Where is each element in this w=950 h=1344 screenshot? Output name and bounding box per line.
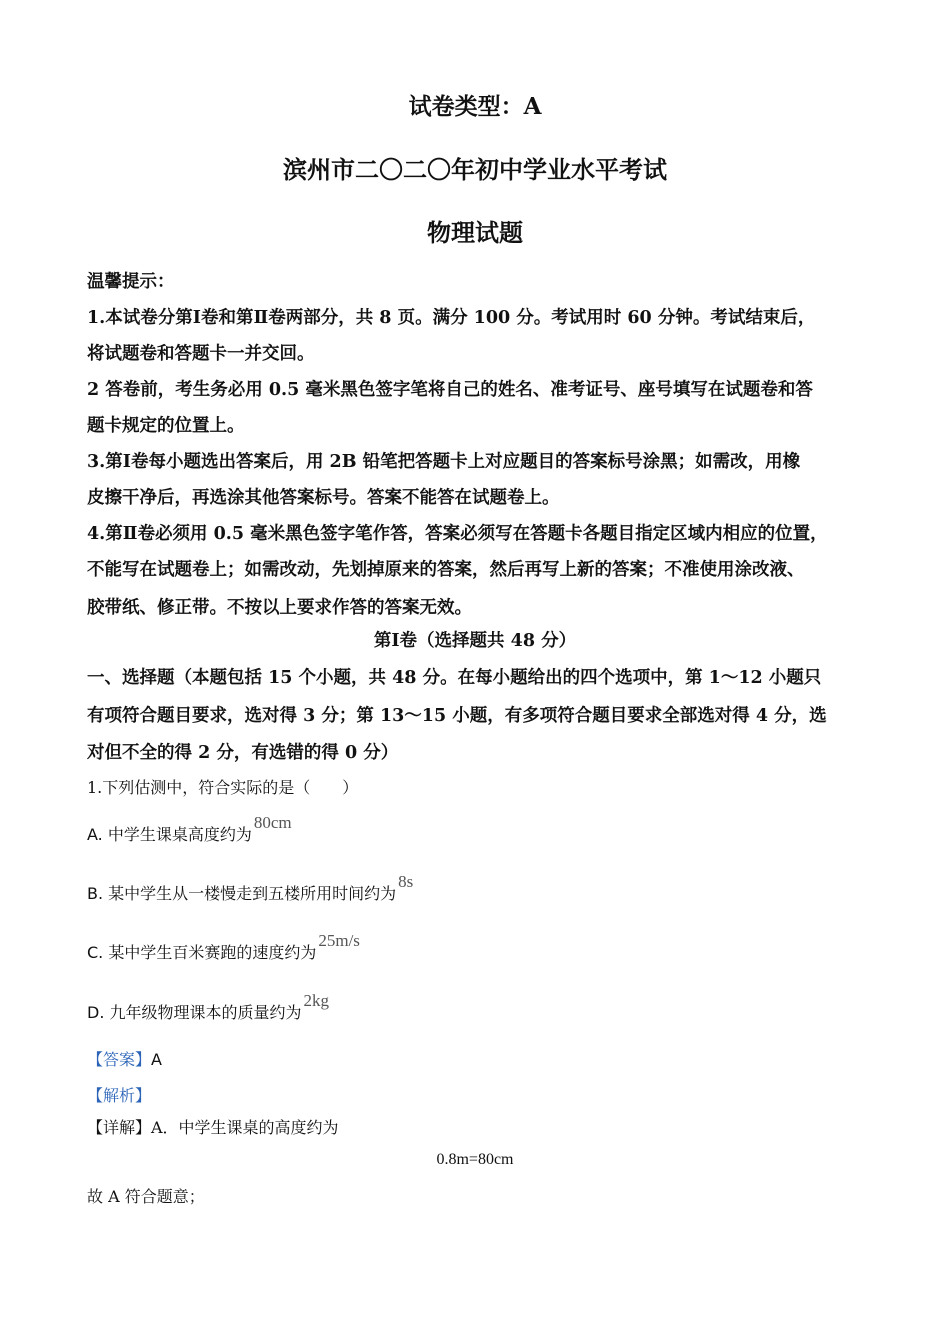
question-stem: 1.下列估测中，符合实际的是（ ） [87,778,359,797]
option-c [87,931,887,963]
tips-line: 胶带纸、修正带。不按以上要求作答的答案无效。 [87,598,472,618]
tips-line: 皮擦干净后，再选涂其他答案标号。答案不能答在试题卷上。 [87,488,560,508]
answer-label: 【答案】 [87,1050,152,1069]
option-unit: 80cm [253,813,292,832]
tips-line: 2 答卷前，考生务必用 0.5 毫米黑色签字笔将自己的姓名、准考证号、座号填写在试题卷和答 [87,380,813,400]
tips-line: 不能写在试题卷上；如需改动，先划掉原来的答案，然后再写上新的答案；不准使用涂改液、 [87,560,805,580]
exam-title: 滨州市二〇二〇年初中学业水平考试 [283,155,667,184]
option-text: B. 某中学生从一楼慢走到五楼所用时间约为 [87,884,397,903]
tips-heading: 温馨提示： [87,272,175,292]
option-text: A. 中学生课桌高度约为 [87,825,252,844]
tips-line: 4.第Ⅱ卷必须用 0.5 毫米黑色签字笔作答，答案必须写在答题卡各题目指定区域内相应的位置， [87,524,828,544]
option-unit: 25m/s [318,931,360,950]
tips-line: 1.本试卷分第Ⅰ卷和第Ⅱ卷两部分，共 8 页。满分 100 分。考试用时 60 分钟。考试结束后， [87,308,816,328]
analysis-label: 【解析】 [87,1086,152,1105]
section-instructions: 对但不全的得 2 分，有选错的得 0 分） [87,743,399,763]
option-a [87,813,887,845]
section-instructions: 一、选择题（本题包括 15 个小题，共 48 分。在每小题给出的四个选项中，第 1～12 小题只 [87,668,822,688]
option-text: C. 某中学生百米赛跑的速度约为 [87,943,317,962]
paper-type: 试卷类型：A [408,93,542,120]
answer-value: A [151,1050,162,1069]
section-instructions: 有项符合题目要求，选对得 3 分；第 13～15 小题，有多项符合题目要求全部选对得 4 分，选 [87,706,827,726]
tips-line: 将试题卷和答题卡一并交回。 [87,344,315,364]
tips-line: 3.第Ⅰ卷每小题选出答案后，用 2B 铅笔把答题卡上对应题目的答案标号涂黑；如需改，用橡 [87,452,801,472]
answer-line [87,1047,887,1070]
option-unit: 8s [398,872,414,891]
option-unit: 2kg [303,991,329,1010]
formula: 0.8m=80cm [436,1151,514,1168]
conclusion-text: 故 A 符合题意； [87,1187,205,1206]
option-d [87,991,887,1023]
detail-text: 【详解】A．中学生课桌的高度约为 [87,1118,339,1137]
tips-line: 题卡规定的位置上。 [87,416,245,436]
subject-title: 物理试题 [427,218,523,247]
option-b [87,872,887,904]
section-title: 第Ⅰ卷（选择题共 48 分） [373,631,577,651]
option-text: D. 九年级物理课本的质量约为 [87,1003,302,1022]
